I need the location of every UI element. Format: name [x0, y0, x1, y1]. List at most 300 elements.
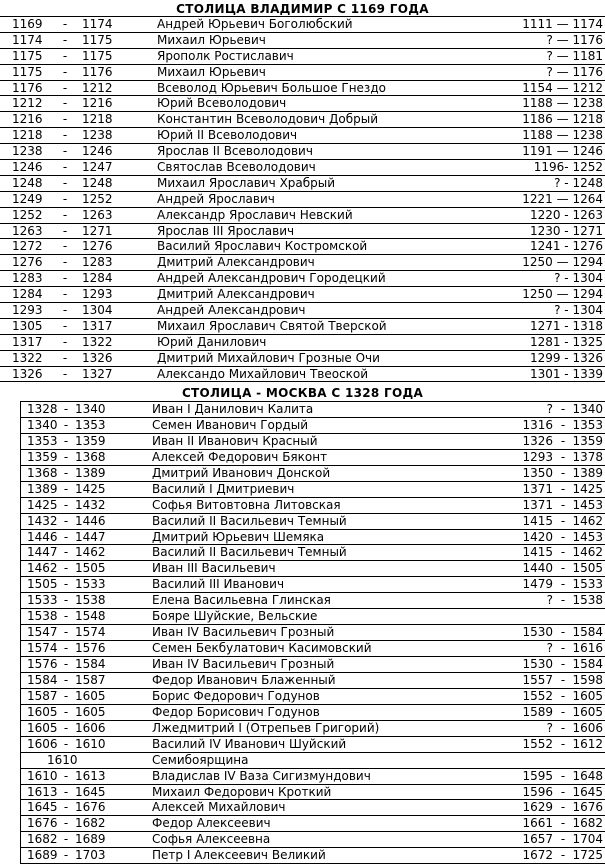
reign-start: 1249 [12, 191, 43, 206]
ruler-name: Борис Федорович Годунов [152, 688, 320, 703]
reign-start: 1432 [27, 513, 58, 528]
ruler-name: Василий IV Иванович Шуйский [152, 736, 347, 751]
reign-dash: - [63, 577, 69, 592]
reign-start: 1328 [27, 402, 58, 416]
reign-end: 1432 [75, 497, 106, 512]
ruler-name: Семен Бекбулатович Касимовский [152, 641, 372, 656]
reign-dash: - [63, 704, 69, 719]
reign-dash: - [62, 128, 68, 143]
reign-end: 1175 [82, 48, 113, 63]
death-year: 1533 [572, 577, 603, 592]
reign-end: 1248 [82, 175, 113, 190]
reign-end: 1353 [75, 417, 106, 432]
reign-start: 1676 [27, 816, 58, 831]
life-dash: - [560, 417, 566, 432]
birth-year: 1415 [522, 545, 553, 560]
reign-start: 1605 [27, 704, 58, 719]
birth-year: 1596 [522, 784, 553, 799]
life-dash: - [560, 465, 566, 480]
table-row [21, 577, 605, 593]
death-year: 1645 [572, 784, 603, 799]
table-row [0, 49, 605, 65]
life-dash: - [560, 561, 566, 576]
reign-dash: - [62, 271, 68, 286]
life-dash: - [560, 625, 566, 640]
birth-year: 1293 [522, 449, 553, 464]
table-row [0, 351, 605, 367]
life-years: 1220 - 1263 [529, 207, 603, 222]
life-dash: - [560, 848, 566, 863]
reign-end: 1447 [75, 529, 106, 544]
reign-end: 1252 [82, 191, 113, 206]
reign-dash: - [62, 80, 68, 95]
reign-dash: - [63, 816, 69, 831]
ruler-name: Иван III Васильевич [152, 561, 276, 576]
reign-start: 1613 [27, 784, 58, 799]
ruler-name: Василий I Дмитриевич [152, 481, 295, 496]
reign-end: 1283 [82, 255, 113, 270]
ruler-name: Федор Борисович Годунов [152, 704, 320, 719]
reign-dash: - [63, 402, 69, 416]
ruler-name: Бояре Шуйские, Вельские [152, 609, 318, 624]
reign-start: 1353 [27, 433, 58, 448]
birth-year: 1629 [522, 800, 553, 815]
reign-end: 1610 [75, 736, 106, 751]
reign-end: 1340 [75, 402, 106, 416]
ruler-name: Софья Алексеевна [152, 832, 271, 847]
reign-start: 1175 [12, 48, 43, 63]
reign-start: 1340 [27, 417, 58, 432]
reign-dash: - [63, 625, 69, 640]
birth-year: 1589 [522, 704, 553, 719]
life-dash: - [560, 481, 566, 496]
table-row [0, 33, 605, 49]
reign-start: 1175 [12, 64, 43, 79]
reign-end: 1247 [82, 160, 113, 175]
life-years: ? - 1304 [554, 271, 603, 286]
death-year: 1584 [572, 625, 603, 640]
table-row [21, 418, 605, 434]
life-years: 1301 - 1339 [529, 366, 603, 381]
reign-dash: - [63, 449, 69, 464]
birth-year: ? [546, 402, 553, 416]
reign-end: 1317 [82, 318, 113, 333]
reign-end: 1175 [82, 32, 113, 47]
life-dash: - [560, 768, 566, 783]
reign-end: 1574 [75, 625, 106, 640]
reign-start: 1305 [12, 318, 43, 333]
table-row [0, 208, 605, 224]
ruler-name: Василий II Васильевич Темный [152, 513, 347, 528]
death-year: 1359 [572, 433, 603, 448]
table-row [21, 482, 605, 498]
life-dash: - [560, 513, 566, 528]
death-year: 1462 [572, 545, 603, 560]
birth-year: 1326 [522, 433, 553, 448]
reign-dash: - [62, 318, 68, 333]
ruler-name: Михаил Федорович Кроткий [152, 784, 332, 799]
life-dash: - [560, 800, 566, 815]
reign-start: 1389 [27, 481, 58, 496]
reign-start: 1689 [27, 848, 58, 863]
life-dash: - [560, 545, 566, 560]
life-years: 1196- 1252 [533, 160, 603, 175]
reign-dash: - [63, 736, 69, 751]
reign-end: 1263 [82, 207, 113, 222]
life-years: 1186 — 1218 [522, 112, 603, 127]
reign-start: 1216 [12, 112, 43, 127]
death-year: 1725 [572, 848, 603, 863]
death-year: 1605 [572, 688, 603, 703]
reign-dash: - [62, 207, 68, 222]
reign-end: 1218 [82, 112, 113, 127]
reign-dash: - [62, 239, 68, 254]
reign-end: 1703 [75, 848, 106, 863]
death-year: 1538 [572, 593, 603, 608]
ruler-name: Дмитрий Михайлович Грозные Очи [157, 350, 380, 365]
ruler-name: Семен Иванович Гордый [152, 417, 309, 432]
reign-dash: - [63, 848, 69, 863]
ruler-name: Юрий Всеволодович [157, 96, 287, 111]
life-years: 1230 - 1271 [529, 223, 603, 238]
reign-dash: - [63, 465, 69, 480]
birth-year: 1415 [522, 513, 553, 528]
ruler-name: Михаил Ярославич Святой Тверской [157, 318, 387, 333]
reign-dash: - [62, 350, 68, 365]
reign-dash: - [62, 112, 68, 127]
reign-end: 1246 [82, 144, 113, 159]
reign-start: 1283 [12, 271, 43, 286]
reign-start: 1587 [27, 688, 58, 703]
table-row [0, 65, 605, 81]
reign-start: 1284 [12, 287, 43, 302]
reign-end: 1682 [75, 816, 106, 831]
reign-end: 1645 [75, 784, 106, 799]
life-dash: - [560, 784, 566, 799]
life-years: 1241 - 1276 [529, 239, 603, 254]
reign-dash: - [62, 175, 68, 190]
reign-dash: - [63, 672, 69, 687]
death-year: 1704 [572, 832, 603, 847]
reign-end: 1276 [82, 239, 113, 254]
reign-end: 1587 [75, 672, 106, 687]
table-row [21, 593, 605, 609]
reign-end: 1174 [82, 17, 113, 31]
reign-start: 1248 [12, 175, 43, 190]
reign-dash: - [63, 513, 69, 528]
reign-dash: - [62, 287, 68, 302]
reign-start: 1263 [12, 223, 43, 238]
life-years: 1271 - 1318 [529, 318, 603, 333]
death-year: 1676 [572, 800, 603, 815]
table-row [21, 832, 605, 848]
reign-start: 1462 [27, 561, 58, 576]
reign-end: 1359 [75, 433, 106, 448]
life-dash: - [560, 402, 566, 416]
reign-end: 1304 [82, 303, 113, 318]
death-year: 1648 [572, 768, 603, 783]
life-dash: - [560, 497, 566, 512]
death-year: 1425 [572, 481, 603, 496]
reign-end: 1176 [82, 64, 113, 79]
reign-start: 1252 [12, 207, 43, 222]
reign-dash: - [63, 481, 69, 496]
ruler-name: Михаил Юрьевич [157, 64, 266, 79]
rulers-table-moscow [20, 401, 605, 864]
ruler-name: Иван I Данилович Калита [152, 402, 314, 416]
life-years: 1154 — 1212 [522, 80, 603, 95]
table-row [0, 271, 605, 287]
reign-start: 1584 [27, 672, 58, 687]
death-year: 1584 [572, 657, 603, 671]
reign-end: 1293 [82, 287, 113, 302]
reign-start: 1359 [27, 449, 58, 464]
death-year: 1389 [572, 465, 603, 480]
ruler-name: Иван II Иванович Красный [152, 433, 318, 448]
ruler-name: Алексей Михайлович [152, 800, 286, 815]
table-row [21, 625, 605, 641]
birth-year: 1552 [522, 736, 553, 751]
table-row [21, 402, 605, 418]
reign-start: 1574 [27, 641, 58, 656]
death-year: 1453 [572, 529, 603, 544]
table-row [21, 450, 605, 466]
table-row [21, 609, 605, 625]
reign-dash: - [62, 334, 68, 349]
ruler-name: Василий III Иванович [152, 577, 285, 592]
death-year: 1616 [572, 641, 603, 656]
table-row [21, 705, 605, 721]
ruler-name: Ярополк Ростиславич [157, 48, 294, 63]
ruler-name: Святослав Всеволодович [157, 160, 316, 175]
reign-dash: - [63, 641, 69, 656]
reign-end: 1326 [82, 350, 113, 365]
table-row [0, 128, 605, 144]
reign-start: 1368 [27, 465, 58, 480]
reign-year: 1610 [47, 752, 78, 767]
reign-start: 1326 [12, 366, 43, 381]
table-row [21, 641, 605, 657]
table-row [0, 287, 605, 303]
reign-start: 1605 [27, 720, 58, 735]
reign-start: 1238 [12, 144, 43, 159]
reign-start: 1610 [27, 768, 58, 783]
birth-year: 1661 [522, 816, 553, 831]
death-year: 1453 [572, 497, 603, 512]
reign-dash: - [63, 593, 69, 608]
table-row [0, 224, 605, 240]
section-title-moscow: СТОЛИЦА - МОСКВА С 1328 ГОДА [181, 386, 424, 400]
reign-start: 1547 [27, 625, 58, 640]
reign-end: 1212 [82, 80, 113, 95]
reign-end: 1613 [75, 768, 106, 783]
table-row [21, 673, 605, 689]
table-row [21, 514, 605, 530]
reign-start: 1176 [12, 80, 43, 95]
reign-dash: - [62, 366, 68, 381]
table-row [21, 800, 605, 816]
life-years: 1188 — 1238 [522, 128, 603, 143]
reign-dash: - [63, 529, 69, 544]
ruler-name: Ярослав III Ярославич [157, 223, 295, 238]
table-row [21, 785, 605, 801]
reign-start: 1645 [27, 800, 58, 815]
reign-end: 1538 [75, 593, 106, 608]
death-year: 1378 [572, 449, 603, 464]
death-year: 1606 [572, 720, 603, 735]
life-dash: - [560, 641, 566, 656]
reign-dash: - [62, 96, 68, 111]
reign-dash: - [62, 191, 68, 206]
table-row [21, 545, 605, 561]
table-row [0, 192, 605, 208]
table-row [21, 753, 605, 769]
life-years: 1281 - 1325 [529, 334, 603, 349]
reign-end: 1271 [82, 223, 113, 238]
reign-start: 1682 [27, 832, 58, 847]
death-year: 1340 [572, 402, 603, 416]
death-year: 1462 [572, 513, 603, 528]
birth-year: 1371 [522, 481, 553, 496]
reign-end: 1216 [82, 96, 113, 111]
reign-start: 1212 [12, 96, 43, 111]
ruler-name: Дмитрий Александрович [157, 287, 315, 302]
ruler-name: Александр Ярославич Невский [157, 207, 353, 222]
ruler-name: Василий Ярославич Костромской [157, 239, 368, 254]
death-year: 1612 [572, 736, 603, 751]
table-row [21, 657, 605, 673]
life-dash: - [560, 688, 566, 703]
ruler-name: Дмитрий Иванович Донской [152, 465, 331, 480]
reign-dash: - [63, 832, 69, 847]
life-years: 1250 — 1294 [522, 255, 603, 270]
ruler-name: Юрий Данилович [157, 334, 267, 349]
reign-dash: - [62, 32, 68, 47]
reign-end: 1322 [82, 334, 113, 349]
birth-year: 1557 [522, 672, 553, 687]
ruler-name: Дмитрий Александрович [157, 255, 315, 270]
section-title-vladimir: СТОЛИЦА ВЛАДИМИР С 1169 ГОДА [176, 2, 429, 16]
reign-start: 1169 [12, 17, 43, 31]
table-row [0, 81, 605, 97]
reign-start: 1538 [27, 609, 58, 624]
ruler-name: Андрей Юрьевич Боголюбский [157, 17, 353, 31]
reign-start: 1533 [27, 593, 58, 608]
reign-start: 1606 [27, 736, 58, 751]
birth-year: 1530 [522, 625, 553, 640]
reign-start: 1576 [27, 657, 58, 671]
ruler-name: Константин Всеволодович Добрый [157, 112, 379, 127]
reign-start: 1317 [12, 334, 43, 349]
ruler-name: Лжедмитрий I (Отрепьев Григорий) [152, 720, 380, 735]
reign-end: 1676 [75, 800, 106, 815]
death-year: 1505 [572, 561, 603, 576]
life-years: ? - 1304 [554, 303, 603, 318]
birth-year: 1552 [522, 688, 553, 703]
reign-dash: - [63, 433, 69, 448]
birth-year: ? [546, 641, 553, 656]
ruler-name: Дмитрий Юрьевич Шемяка [152, 529, 325, 544]
table-row [21, 769, 605, 785]
reign-end: 1533 [75, 577, 106, 592]
table-row [21, 816, 605, 832]
life-dash: - [560, 529, 566, 544]
birth-year: 1316 [522, 417, 553, 432]
table-row [0, 160, 605, 176]
birth-year: 1672 [522, 848, 553, 863]
reign-end: 1327 [82, 366, 113, 381]
ruler-name: Владислав IV Ваза Сигизмундович [152, 768, 371, 783]
life-years: ? - 1248 [554, 175, 603, 190]
life-years: 1188 — 1238 [522, 96, 603, 111]
table-row [0, 144, 605, 160]
reign-end: 1425 [75, 481, 106, 496]
table-row [0, 303, 605, 319]
table-row [21, 466, 605, 482]
ruler-name: Андрей Александрович Городецкий [157, 271, 386, 286]
reign-dash: - [63, 800, 69, 815]
death-year: 1353 [572, 417, 603, 432]
table-row [0, 239, 605, 255]
reign-end: 1576 [75, 641, 106, 656]
life-years: ? — 1181 [546, 48, 603, 63]
reign-dash: - [62, 144, 68, 159]
reign-dash: - [63, 688, 69, 703]
death-year: 1598 [572, 672, 603, 687]
reign-end: 1548 [75, 609, 106, 624]
reign-start: 1174 [12, 32, 43, 47]
reign-end: 1389 [75, 465, 106, 480]
reign-end: 1238 [82, 128, 113, 143]
reign-end: 1689 [75, 832, 106, 847]
reign-end: 1284 [82, 271, 113, 286]
table-row [21, 689, 605, 705]
ruler-name: Юрий II Всеволодович [157, 128, 298, 143]
reign-end: 1462 [75, 545, 106, 560]
reign-start: 1293 [12, 303, 43, 318]
reign-start: 1447 [27, 545, 58, 560]
reign-start: 1276 [12, 255, 43, 270]
reign-dash: - [63, 545, 69, 560]
life-dash: - [560, 433, 566, 448]
reign-dash: - [63, 768, 69, 783]
reign-end: 1446 [75, 513, 106, 528]
reign-dash: - [62, 160, 68, 175]
ruler-name: Петр I Алексеевич Великий [152, 848, 326, 863]
reign-end: 1606 [75, 720, 106, 735]
ruler-name: Михаил Юрьевич [157, 32, 266, 47]
reign-end: 1605 [75, 688, 106, 703]
life-dash: - [560, 672, 566, 687]
life-dash: - [560, 832, 566, 847]
life-years: 1250 — 1294 [522, 287, 603, 302]
table-row [0, 367, 605, 383]
life-years: ? — 1176 [546, 32, 603, 47]
table-row [21, 848, 605, 864]
life-dash: - [560, 736, 566, 751]
table-row [0, 176, 605, 192]
ruler-name: Ярослав II Всеволодович [157, 144, 313, 159]
life-dash: - [560, 577, 566, 592]
ruler-name: Федор Иванович Блаженный [152, 672, 336, 687]
reign-dash: - [63, 561, 69, 576]
reign-dash: - [62, 17, 68, 31]
reign-dash: - [63, 417, 69, 432]
table-row [0, 255, 605, 271]
ruler-name: Андрей Ярославич [157, 191, 275, 206]
table-row [21, 530, 605, 546]
ruler-name: Семибоярщина [152, 752, 249, 767]
